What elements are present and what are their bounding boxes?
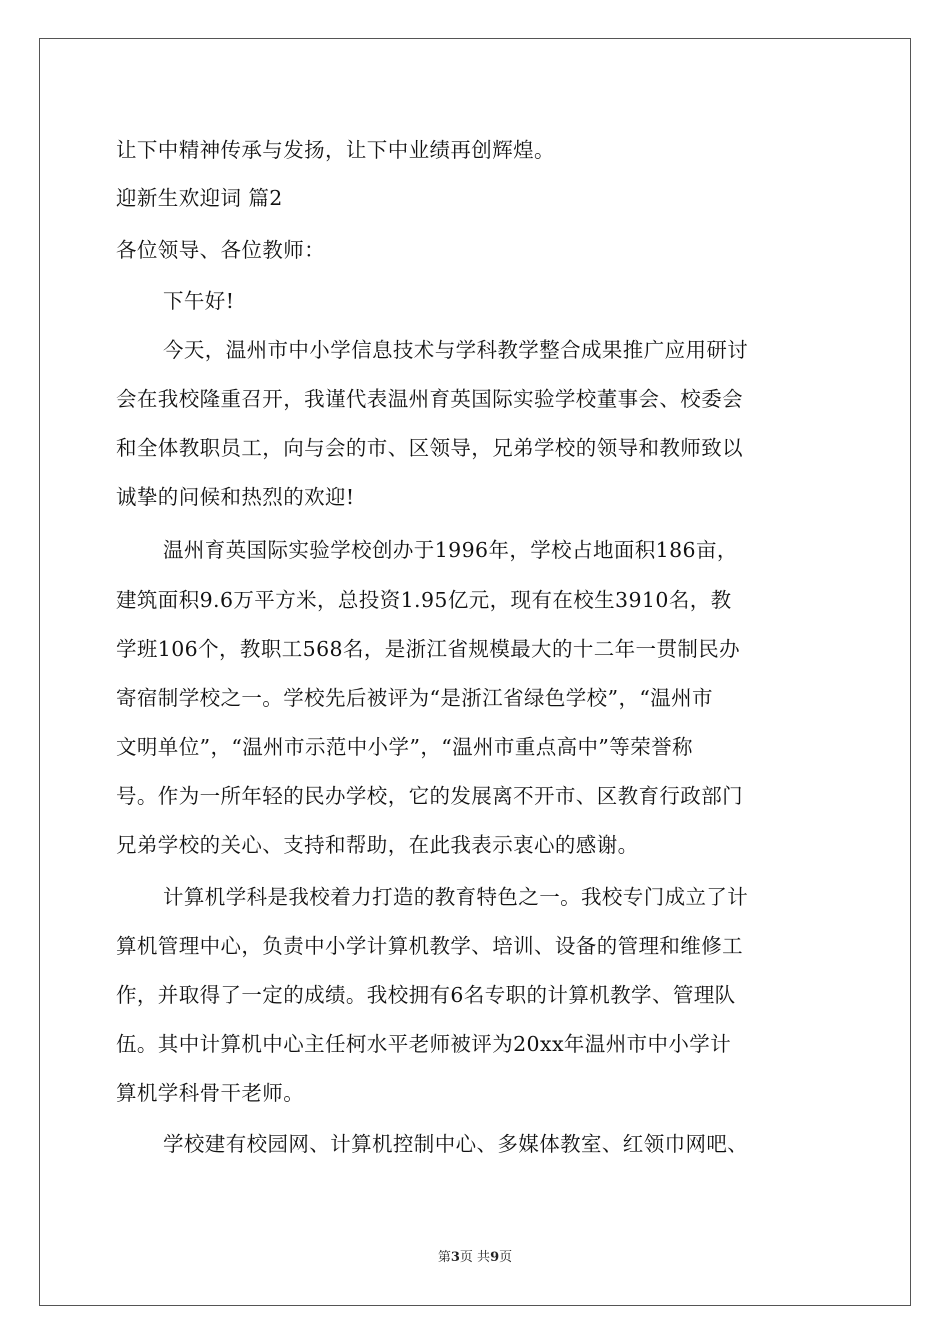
text-line: 算机管理中心，负责中小学计算机教学、培训、设备的管理和维修工 xyxy=(116,934,743,958)
text-line: 学校建有校园网、计算机控制中心、多媒体教室、红领巾网吧、 xyxy=(163,1132,749,1156)
footer-suffix: 页 xyxy=(499,1250,513,1265)
footer-prefix: 第 xyxy=(437,1250,451,1265)
page-current: 3 xyxy=(450,1250,460,1265)
text-line: 号。作为一所年轻的民办学校，它的发展离不开市、区教育行政部门 xyxy=(116,784,743,808)
text-line: 文明单位”，“温州市示范中小学”，“温州市重点高中”等荣誉称 xyxy=(116,735,693,759)
text-line: 诚挚的问候和热烈的欢迎! xyxy=(116,485,355,509)
text-line: 伍。其中计算机中心主任柯水平老师被评为20xx年温州市中小学计 xyxy=(116,1032,732,1056)
text-line: 和全体教职员工，向与会的市、区领导，兄弟学校的领导和教师致以 xyxy=(116,436,743,460)
text-line: 建筑面积9.6万平方米，总投资1.95亿元，现有在校生3910名，教 xyxy=(116,588,732,612)
greeting: 下午好! xyxy=(163,289,235,313)
text-line: 会在我校隆重召开，我谨代表温州育英国际实验学校董事会、校委会 xyxy=(116,387,743,411)
text-line: 作，并取得了一定的成绩。我校拥有6名专职的计算机教学、管理队 xyxy=(116,983,736,1007)
text-line: 兄弟学校的关心、支持和帮助，在此我表示衷心的感谢。 xyxy=(116,833,639,857)
page-total: 9 xyxy=(490,1250,500,1265)
text-line: 让下中精神传承与发扬，让下中业绩再创辉煌。 xyxy=(116,138,555,162)
text-line: 温州育英国际实验学校创办于1996年，学校占地面积186亩， xyxy=(163,538,738,562)
footer-mid: 页 共 xyxy=(459,1250,491,1265)
page-frame xyxy=(39,38,911,1306)
text-line: 算机学科骨干老师。 xyxy=(116,1081,305,1105)
section-heading: 迎新生欢迎词 篇2 xyxy=(116,186,283,210)
page-footer xyxy=(0,1246,950,1265)
text-line: 今天，温州市中小学信息技术与学科教学整合成果推广应用研讨 xyxy=(163,338,749,362)
text-line: 学班106个，教职工568名，是浙江省规模最大的十二年一贯制民办 xyxy=(116,637,741,661)
salutation: 各位领导、各位教师： xyxy=(116,238,325,262)
text-line: 计算机学科是我校着力打造的教育特色之一。我校专门成立了计 xyxy=(163,885,749,909)
text-line: 寄宿制学校之一。学校先后被评为“是浙江省绿色学校”，“温州市 xyxy=(116,686,713,710)
